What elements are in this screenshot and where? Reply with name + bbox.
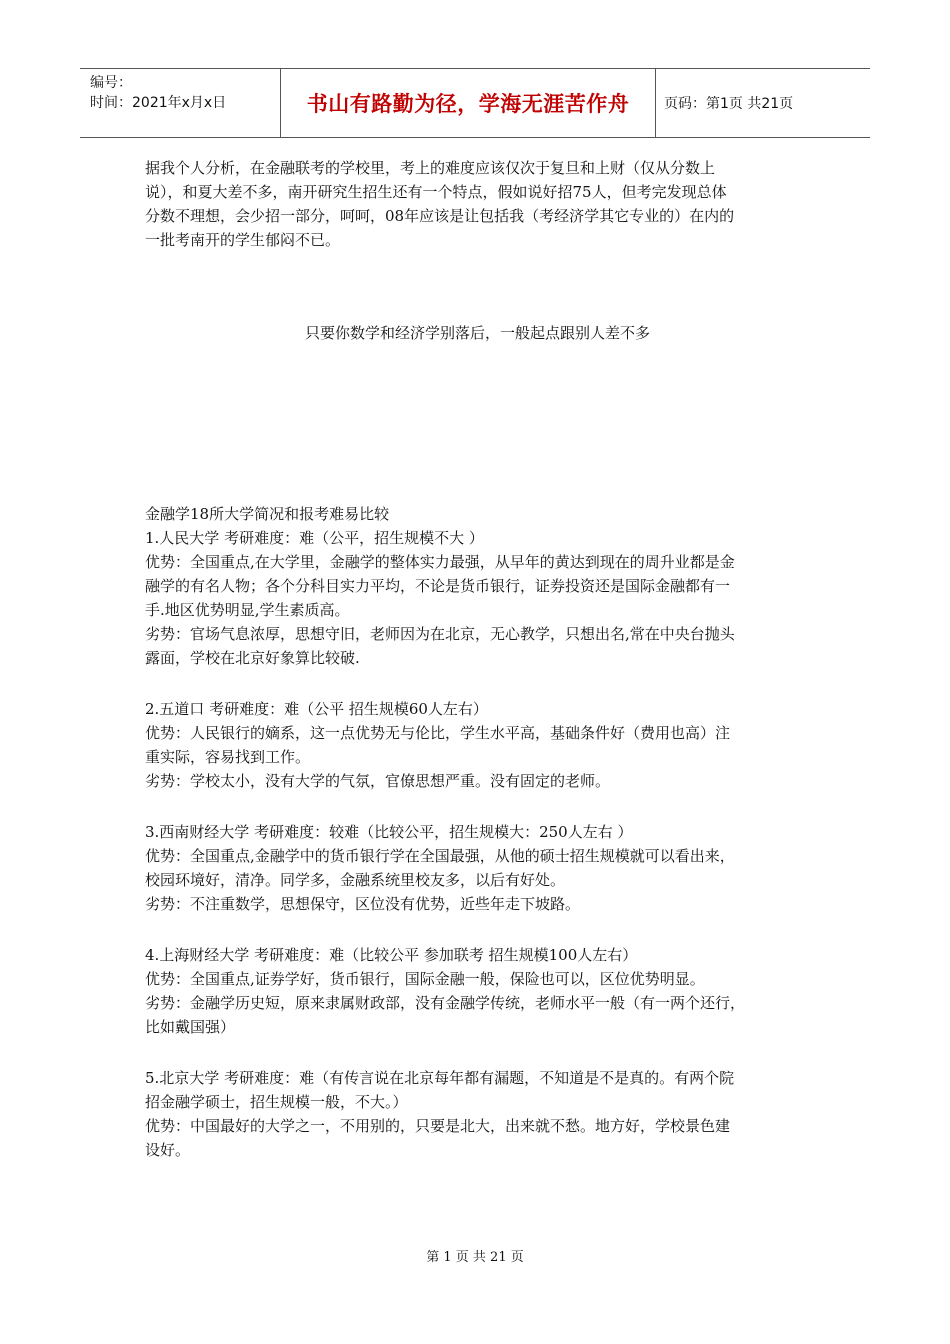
- intro-line: 分数不理想，会少招一部分，呵呵，08年应该是让包括我（考经济学其它专业的）在内的: [145, 207, 735, 225]
- date-label: 时间：2021年x月x日: [90, 95, 227, 111]
- motto-text: 书山有路勤为径，学海无涯苦作舟: [306, 92, 630, 116]
- section-line: 劣势：金融学历史短，原来隶属财政部，没有金融学传统，老师水平一般（有一两个还行，: [145, 994, 746, 1012]
- section-line: 2.五道口 考研难度：难（公平 招生规模60人左右）: [145, 700, 488, 718]
- intro-line: 一批考南开的学生郁闷不已。: [145, 231, 341, 249]
- page-number-label: 页码：第1页 共21页: [664, 96, 794, 112]
- section-line: 设好。: [145, 1141, 191, 1159]
- section-line: 招金融学硕士，招生规模一般，不大。）: [145, 1093, 408, 1111]
- section-line: 3.西南财经大学 考研难度：较难（比较公平，招生规模大：250人左右 ）: [145, 823, 633, 841]
- section-line: 露面，学校在北京好象算比较破.: [145, 649, 360, 667]
- page-header: [80, 68, 870, 138]
- section-line: 优势：全国重点,在大学里，金融学的整体实力最强，从早年的黄达到现在的周升业都是金: [145, 553, 735, 571]
- section-line: 手.地区优势明显,学生素质高。: [145, 601, 350, 619]
- section-line: 优势：人民银行的嫡系，这一点优势无与伦比，学生水平高，基础条件好（费用也高）注: [145, 724, 731, 742]
- section-line: 1.人民大学 考研难度：难（公平，招生规模不大 ）: [145, 529, 484, 547]
- school-section-2: [145, 697, 810, 793]
- intro-line: 据我个人分析，在金融联考的学校里，考上的难度应该仅次于复旦和上财（仅从分数上: [145, 159, 716, 177]
- section-line: 融学的有名人物；各个分科目实力平均，不论是货币银行，证券投资还是国际金融都有一: [145, 577, 731, 595]
- section-line: 优势：全国重点,证券学好，货币银行，国际金融一般，保险也可以，区位优势明显。: [145, 970, 705, 988]
- school-section-1: [145, 526, 810, 670]
- section-line: 优势：中国最好的大学之一，不用别的，只要是北大，出来就不愁。地方好，学校景色建: [145, 1117, 731, 1135]
- section-line: 校园环境好，清净。同学多，金融系统里校友多，以后有好处。: [145, 871, 566, 889]
- school-section-4: [145, 943, 810, 1039]
- section-line: 4.上海财经大学 考研难度：难（比较公平 参加联考 招生规模100人左右）: [145, 946, 638, 964]
- header-motto-cell: [280, 69, 656, 137]
- header-page-cell: [656, 69, 870, 137]
- serial-number-label: 编号：: [90, 75, 132, 91]
- section-heading: 金融学18所大学简况和报考难易比较: [145, 505, 390, 523]
- school-section-3: [145, 820, 810, 916]
- intro-line: 说），和夏大差不多，南开研究生招生还有一个特点，假如说好招75人，但考完发现总体: [145, 183, 727, 201]
- page-footer: 第 1 页 共 21 页: [426, 1250, 524, 1265]
- header-meta: [80, 69, 280, 137]
- section-line: 劣势：学校太小，没有大学的气氛，官僚思想严重。没有固定的老师。: [145, 772, 611, 790]
- section-line: 比如戴国强）: [145, 1018, 236, 1036]
- section-line: 重实际，容易找到工作。: [145, 748, 311, 766]
- section-line: 5.北京大学 考研难度：难（有传言说在北京每年都有漏题，不知道是不是真的。有两个院: [145, 1069, 735, 1087]
- document-body: [145, 156, 810, 1162]
- school-section-5: [145, 1066, 810, 1162]
- center-note: 只要你数学和经济学别落后，一般起点跟别人差不多: [304, 324, 650, 342]
- section-line: 劣势：官场气息浓厚，思想守旧，老师因为在北京，无心教学，只想出名,常在中央台抛头: [145, 625, 735, 643]
- section-line: 优势：全国重点,金融学中的货币银行学在全国最强，从他的硕士招生规模就可以看出来，: [145, 847, 735, 865]
- section-line: 劣势：不注重数学，思想保守，区位没有优势，近些年走下坡路。: [145, 895, 581, 913]
